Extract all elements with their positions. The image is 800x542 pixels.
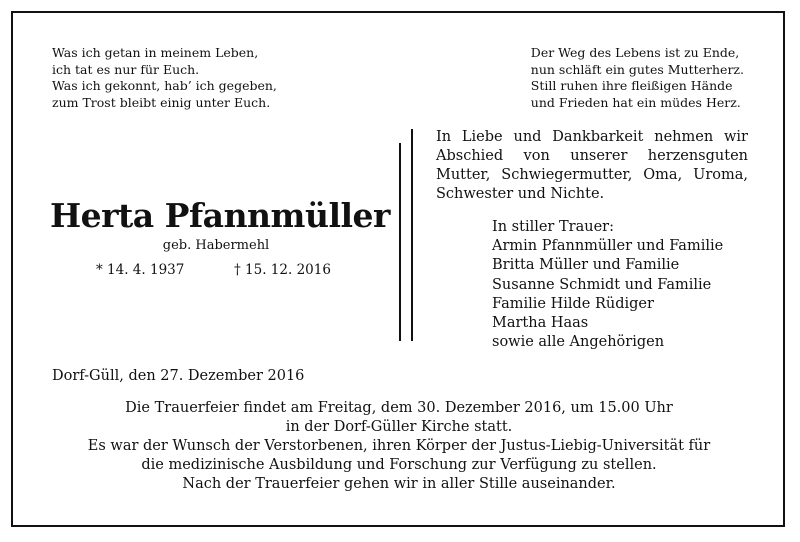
poem-left-line: zum Trost bleibt einig unter Euch. — [52, 94, 271, 110]
mourner-entry: Britta Müller und Familie — [492, 257, 680, 274]
poem-right-line: Still ruhen ihre fleißigen Hände — [530, 78, 733, 93]
birth-date: * 14. 4. 1937 — [96, 262, 185, 278]
poem-right-line: nun schläft ein gutes Mutterherz. — [530, 61, 744, 77]
mourner-entry: Armin Pfannmüller und Familie — [492, 238, 724, 255]
poem-left — [52, 45, 277, 111]
funeral-line: Nach der Trauerfeier gehen wir in aller Stille auseinander. — [182, 476, 616, 492]
death-date: † 15. 12. 2016 — [234, 262, 331, 278]
funeral-line: Es war der Wunsch der Verstorbenen, ihren Körper der Justus-Liebig-Universität für — [87, 438, 711, 454]
divider-line — [411, 129, 413, 341]
funeral-info — [14, 399, 784, 494]
funeral-line: Die Trauerfeier findet am Freitag, dem 30. Dezember 2016, um 15.00 Uhr — [125, 400, 673, 416]
mourner-entry: Susanne Schmidt und Familie — [492, 276, 712, 293]
maiden-name: geb. Habermehl — [162, 238, 270, 253]
poem-right-line: Der Weg des Lebens ist zu Ende, — [530, 45, 740, 60]
divider-line — [399, 143, 401, 341]
deceased-name: Herta Pfannmüller — [50, 196, 390, 235]
funeral-line: die medizinische Ausbildung und Forschung zur Verfügung zu stellen. — [141, 457, 657, 473]
poem-left-line: ich tat es nur für Euch. — [52, 61, 200, 77]
poem-left-line: Was ich gekonnt, hab’ ich gegeben, — [52, 78, 277, 93]
mourner-entry: Familie Hilde Rüdiger — [492, 295, 654, 312]
poem-right-line: und Frieden hat ein müdes Herz. — [530, 94, 741, 110]
poem-right — [531, 45, 744, 111]
deceased-block — [50, 196, 390, 255]
mourner-entry: Martha Haas — [492, 315, 589, 332]
place-date: Dorf-Güll, den 27. Dezember 2016 — [52, 368, 305, 384]
announcement-text: In Liebe und Dankbarkeit nehmen wir Abschied von unserer herzensguten Mutter, Schwiegermutter, Oma, Uroma, Schwester und Nichte. — [436, 129, 748, 202]
mourners-list — [492, 218, 723, 352]
poem-left-line: Was ich getan in meinem Leben, — [52, 45, 259, 60]
mourner-entry: sowie alle Angehörigen — [492, 334, 665, 351]
mourners-heading: In stiller Trauer: — [492, 219, 614, 235]
funeral-line: in der Dorf-Güller Kirche statt. — [285, 419, 513, 435]
